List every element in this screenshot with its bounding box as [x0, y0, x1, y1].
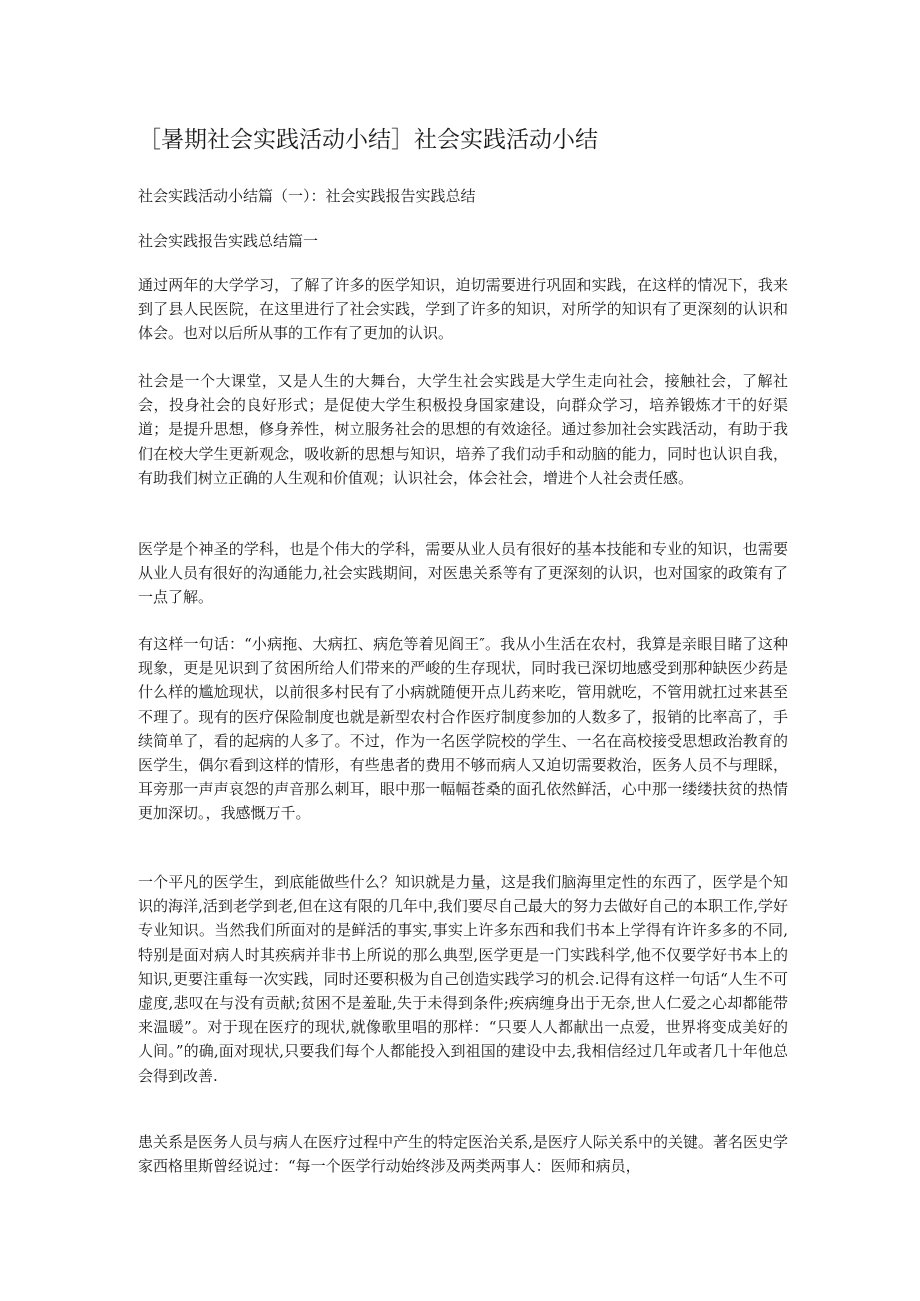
section-heading: 社会实践活动小结篇（一）：社会实践报告实践总结 [138, 187, 476, 205]
paragraph-6: 患关系是医务人员与病人在医疗过程中产生的特定医治关系,是医疗人际关系中的关键。著名医史学家西格里斯曾经说过：“每一个医学行动始终涉及两类两事人：医师和病员， [138, 1133, 788, 1176]
paragraph-3: 医学是个神圣的学科，也是个伟大的学科，需要从业人员有很好的基本技能和专业的知识，也需要从业人员有很好的沟通能力,社会实践期间，对医患关系等有了更深刻的认识，也对国家的政策有了一点了解。 [138, 540, 788, 607]
paragraph-4: 有这样一句话：“小病拖、大病扛、病危等着见阎王″。我从小生活在农村，我算是亲眼目睹了这种现象，更是见识到了贫困所给人们带来的严峻的生存现状，同时我已深切地感受到那种缺医少药是什么样的尴尬现状，以前很多村民有了小病就随便开点儿药来吃，管用就吃，不管用就扛过来甚至不理了。现有的医疗保险制度也就是新型农村合作医疗制度参加的人数多了，报销的比率高了，手续简单了，看的起病的人多了。不过，作为一名医学院校的学生、一名在高校接受思想政治教育的医学生，偶尔看到这样的情形，有些患者的费用不够而病人又迫切需要救治，医务人员不与理睬，耳旁那一声声哀怨的声音那么刺耳，眼中那一幅幅苍桑的面孔依然鲜活，心中那一缕缕扶贫的热情更加深切。，我感慨万千。 [138, 635, 788, 823]
subsection-heading: 社会实践报告实践总结篇一 [138, 232, 319, 250]
paragraph-1: 通过两年的大学学习，了解了许多的医学知识，迫切需要进行巩固和实践，在这样的情况下，我来到了县人民医院，在这里进行了社会实践，学到了许多的知识，对所学的知识有了更深刻的认识和体会。也对以后所从事的工作有了更加的认识。 [138, 276, 788, 343]
document-title: ［暑期社会实践活动小结］社会实践活动小结 [138, 127, 598, 153]
paragraph-2: 社会是一个大课堂，又是人生的大舞台，大学生社会实践是大学生走向社会，接触社会，了解社会，投身社会的良好形式；是促使大学生积极投身国家建设，向群众学习，培养锻炼才干的好渠道；是提升思想，修身养性，树立服务社会的思想的有效途径。通过参加社会实践活动，有助于我们在校大学生更新观念，吸收新的思想与知识，培养了我们动手和动脑的能力，同时也认识自我，有助我们树立正确的人生观和价值观；认识社会，体会社会，增进个人社会责任感。 [138, 372, 788, 487]
paragraph-5: 一个平凡的医学生，到底能做些什么？知识就是力量，这是我们脑海里定性的东西了，医学是个知识的海洋,活到老学到老,但在这有限的几年中,我们要尽自己最大的努力去做好自己的本职工作,学好专业知识。当然我们所面对的是鲜活的事实,事实上许多东西和我们书本上学得有许许多多的不同,特别是面对病人时其疾病并非书上所说的那么典型,医学更是一门实践科学,他不仅要学好书本上的知识,更要注重每一次实践，同时还要积极为自己创造实践学习的机会.记得有这样一句话“人生不可虚度,悲叹在与没有贡献;贫困不是羞耻,失于未得到条件;疾病缠身出于无奈,世人仁爱之心却都能带来温暖”。对于现在医疗的现状,就像歌里唱的那样：“只要人人都献出一点爱，世界将变成美好的人间。”的确,面对现状,只要我们每个人都能投入到祖国的建设中去,我相信经过几年或者几十年他总会得到改善. [138, 873, 788, 1085]
